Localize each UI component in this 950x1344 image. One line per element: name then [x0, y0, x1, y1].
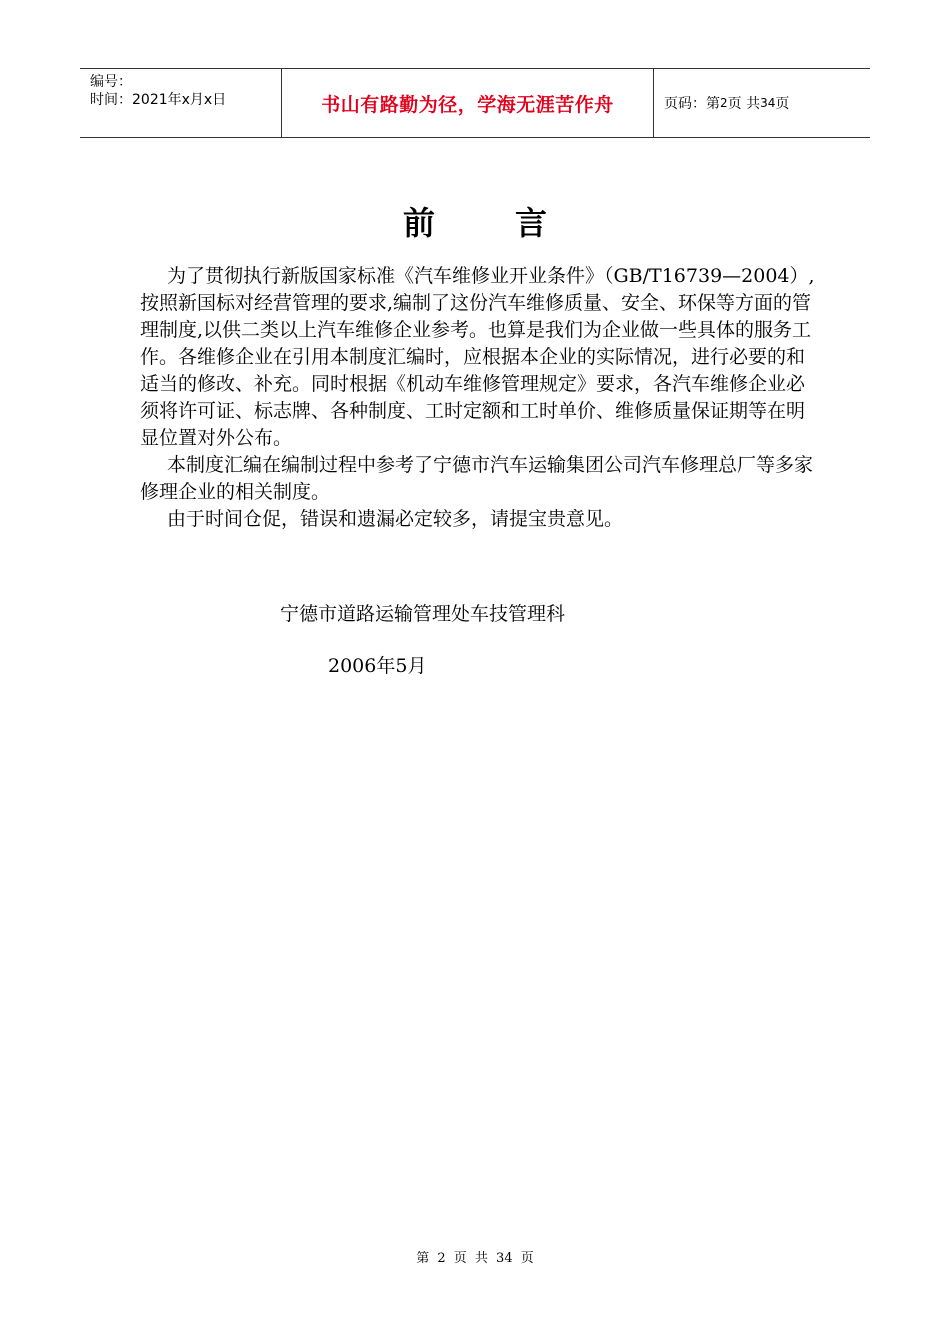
page-title: 前言 [402, 204, 627, 242]
signer: 宁德市道路运输管理处车技管理科 [280, 603, 566, 625]
document-number-label: 编号： [90, 74, 132, 90]
page-current: 2 [720, 96, 728, 110]
page-total: 34 [760, 96, 776, 110]
header-page-info [654, 69, 870, 137]
page-mid: 页 共 [727, 96, 761, 112]
page-prefix: 页码：第 [664, 96, 720, 112]
header-meta [80, 69, 281, 137]
preface-body [140, 263, 820, 533]
document-time-label: 时间：2021年x月x日 [90, 92, 227, 108]
paragraph: 由于时间仓促，错误和遗漏必定较多，请提宝贵意见。 [167, 508, 624, 530]
page-header [80, 68, 870, 138]
page-suffix: 页 [775, 96, 790, 112]
paragraph: 本制度汇编在编制过程中参考了宁德市汽车运输集团公司汽车修理总厂等多家修理企业的相关制度。 [140, 454, 814, 503]
page-footer: 第 2 页 共 34 页 [416, 1251, 534, 1266]
signature-date: 2006年5月 [328, 655, 427, 677]
paragraph: 为了贯彻执行新版国家标准《汽车维修业开业条件》（GB/T16739—2004）,按照新国标对经营管理的要求,编制了这份汽车维修质量、安全、环保等方面的管理制度,以供二类以上汽车维修企业参考。也算是我们为企业做一些具体的服务工作。各维修企业在引用本制度汇编时，应根据本企业的实际情况，进行必要的和适当的修改、补充。同时根据《机动车维修管理规定》要求，各汽车维修企业必须将许可证、标志牌、各种制度、工时定额和工时单价、维修质量保证期等在明显位置对外公布。 [140, 265, 815, 449]
header-motto: 书山有路勤为径，学海无涯苦作舟 [281, 69, 654, 137]
